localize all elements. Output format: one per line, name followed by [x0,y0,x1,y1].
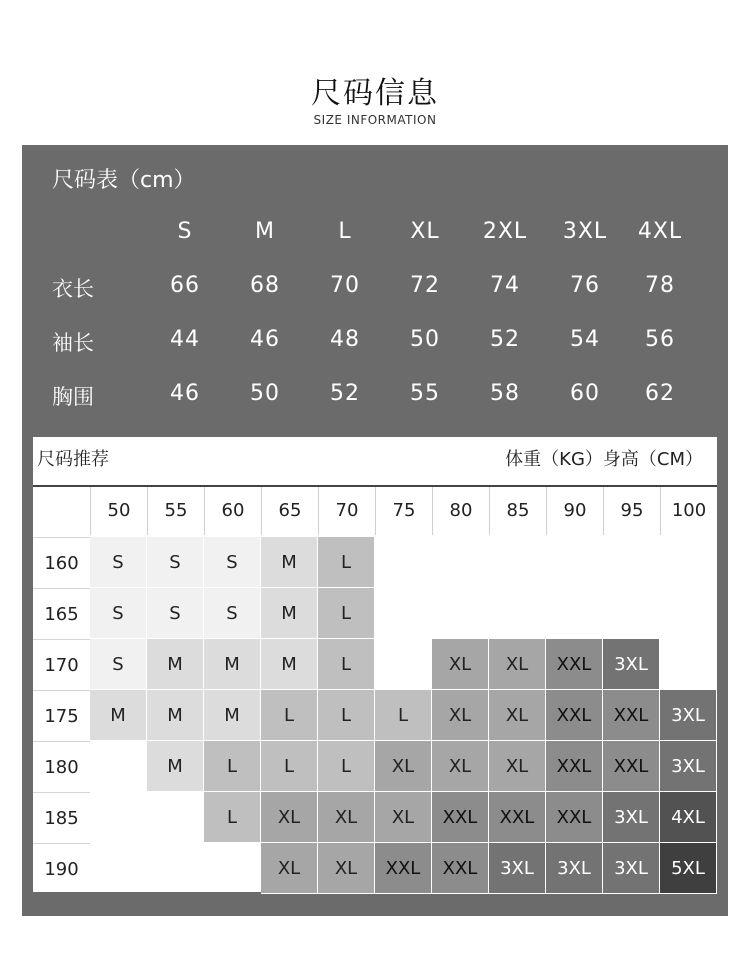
size-header-cell: 2XL [482,219,528,244]
size-cell: S [90,588,147,639]
measurement-cell: 58 [490,381,520,406]
weight-header-cell: 100 [660,487,717,535]
measurement-cell: 76 [570,273,600,298]
recommendation-axis-label: 体重（KG）身高（CM） [505,449,703,470]
size-cell: XXL [546,792,603,843]
size-cell: M [147,639,204,690]
measurement-cell: 56 [645,327,675,352]
size-cell: 3XL [603,639,660,690]
measurement-row [22,321,728,361]
weight-header-cell: 55 [147,487,204,535]
size-cell: S [204,588,261,639]
height-header-cell: 180 [33,741,90,792]
height-header-cell: 160 [33,537,90,588]
weight-header-cell: 70 [318,487,375,535]
measurement-cell: 46 [170,381,200,406]
size-cell: XL [318,792,375,843]
size-cell: L [204,741,261,792]
measurement-cell: 50 [250,381,280,406]
size-cell: 3XL [603,792,660,843]
size-cell: XXL [432,843,489,894]
measurement-cell: 50 [410,327,440,352]
size-cell: XXL [546,690,603,741]
size-header-cell: M [255,219,275,244]
size-cell: XL [432,741,489,792]
measurement-cell: 55 [410,381,440,406]
size-cell: L [261,741,318,792]
size-cell: 3XL [603,843,660,894]
page-subtitle: SIZE INFORMATION [313,113,437,127]
size-cell: XL [375,792,432,843]
size-cell: 3XL [489,843,546,894]
height-header-cell: 170 [33,639,90,690]
measurement-row [22,267,728,307]
weight-header-cell: 60 [204,487,261,535]
height-header-cell: 175 [33,690,90,741]
size-cell: L [375,690,432,741]
measurement-cell: 60 [570,381,600,406]
size-cell: L [261,690,318,741]
measurement-cell: 78 [645,273,675,298]
measurement-label: 衣长 [52,277,94,301]
size-cell: XL [489,639,546,690]
size-cell: S [204,537,261,588]
size-cell: XXL [432,792,489,843]
size-header-cell: L [338,219,352,244]
measurement-table-title: 尺码表（cm） [52,168,196,193]
size-panel [22,145,728,916]
size-cell: M [261,537,318,588]
size-cell: XL [375,741,432,792]
size-cell: XL [489,741,546,792]
size-cell: 3XL [660,741,717,792]
size-cell: XL [489,690,546,741]
weight-header-cell: 80 [432,487,489,535]
height-header-cell: 190 [33,843,90,894]
measurement-cell: 62 [645,381,675,406]
measurement-cell: 54 [570,327,600,352]
size-header-cell: XL [410,219,440,244]
size-cell: M [204,639,261,690]
size-cell: M [90,690,147,741]
size-cell: M [204,690,261,741]
measurement-cell: 52 [330,381,360,406]
weight-header-cell: 50 [90,487,147,535]
size-header-cell: 3XL [562,219,608,244]
size-cell: M [147,741,204,792]
size-cell: L [204,792,261,843]
size-cell: XXL [375,843,432,894]
size-cell: M [261,639,318,690]
measurement-label: 袖长 [52,331,94,355]
size-cell: M [261,588,318,639]
recommendation-title: 尺码推荐 [37,449,109,470]
size-cell: 4XL [660,792,717,843]
size-cell: 3XL [546,843,603,894]
height-header-cell: 185 [33,792,90,843]
size-cell: 3XL [660,690,717,741]
page-title: 尺码信息 [311,76,439,111]
size-recommendation-chart [33,437,717,892]
size-cell: L [318,537,375,588]
size-cell: XL [432,690,489,741]
size-header-cell: 4XL [637,219,683,244]
weight-header-cell: 95 [603,487,660,535]
size-cell: L [318,639,375,690]
size-cell: M [147,690,204,741]
size-cell: XXL [489,792,546,843]
size-cell: XL [261,843,318,894]
size-cell: XXL [546,639,603,690]
size-header-row [22,213,728,253]
weight-header-cell: 90 [546,487,603,535]
weight-header-cell: 65 [261,487,318,535]
size-cell: S [147,588,204,639]
size-cell: S [147,537,204,588]
weight-header-cell: 85 [489,487,546,535]
size-cell: S [90,537,147,588]
size-cell: L [318,690,375,741]
measurement-cell: 48 [330,327,360,352]
size-cell: XL [318,843,375,894]
measurement-cell: 72 [410,273,440,298]
measurement-cell: 52 [490,327,520,352]
height-header-cell: 165 [33,588,90,639]
measurement-cell: 44 [170,327,200,352]
measurement-label: 胸围 [52,385,94,409]
size-cell: L [318,588,375,639]
measurement-cell: 68 [250,273,280,298]
size-cell: XXL [546,741,603,792]
size-cell: XL [261,792,318,843]
size-cell: L [318,741,375,792]
size-header-cell: S [177,219,193,244]
measurement-cell: 46 [250,327,280,352]
weight-header-cell: 75 [375,487,432,535]
size-cell: XL [432,639,489,690]
size-cell: XXL [603,741,660,792]
measurement-cell: 74 [490,273,520,298]
measurement-cell: 66 [170,273,200,298]
size-cell: 5XL [660,843,717,894]
size-cell: S [90,639,147,690]
size-cell: XXL [603,690,660,741]
measurement-row [22,375,728,415]
measurement-cell: 70 [330,273,360,298]
